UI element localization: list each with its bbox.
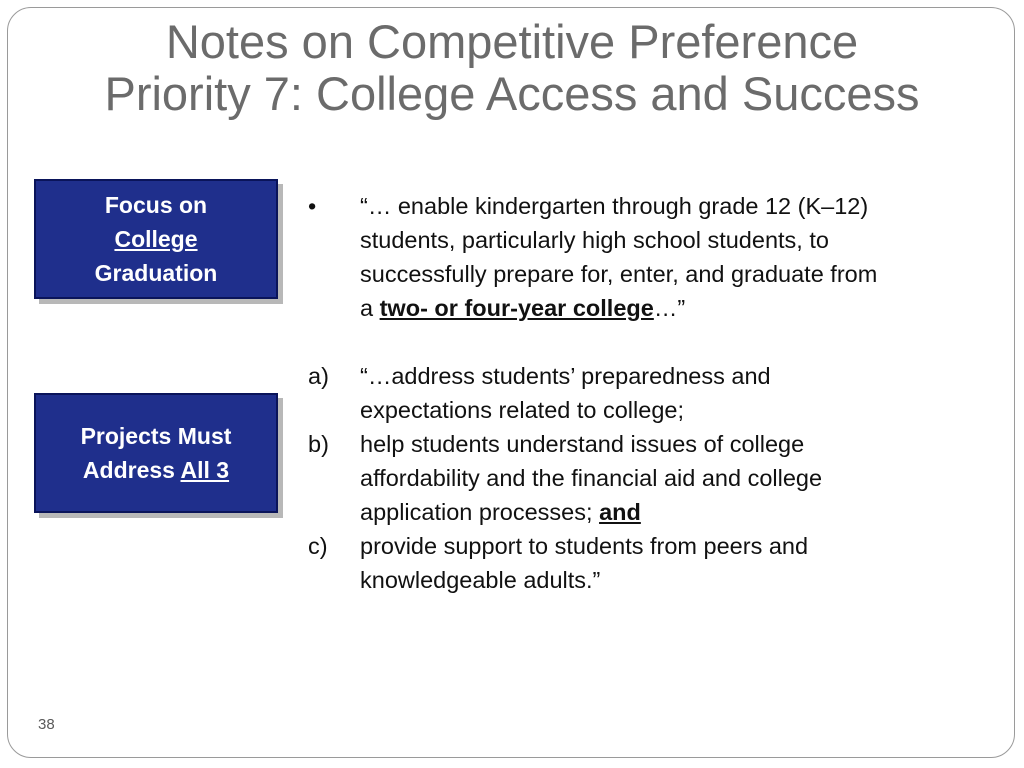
list-item-b bbox=[308, 427, 888, 529]
title-line-2: Priority 7: College Access and Success bbox=[104, 67, 920, 120]
projects-box bbox=[34, 393, 278, 513]
list-emphasis-b: and bbox=[599, 499, 641, 525]
focus-box-line-3: Graduation bbox=[94, 260, 218, 286]
bullet-text bbox=[360, 189, 888, 325]
bullet-text-before: “… enable kindergarten through grade 12 (K–12) students, particularly high school students, to successfully prepare for, enter, and graduate from a bbox=[360, 193, 878, 321]
projects-box-line-2-prefix: Address bbox=[82, 457, 181, 483]
list-item-a bbox=[308, 359, 888, 427]
focus-box bbox=[34, 179, 278, 299]
bullet-marker: • bbox=[308, 193, 317, 219]
focus-box-line-1: Focus on bbox=[104, 192, 208, 218]
slide-content bbox=[308, 189, 888, 597]
list-marker-c: c) bbox=[308, 533, 328, 559]
list-text-a: “…address students’ preparedness and expectations related to college; bbox=[360, 363, 771, 423]
bullet-item bbox=[308, 189, 888, 325]
list-text-c: provide support to students from peers and knowledgeable adults.” bbox=[360, 533, 809, 593]
list-marker-a: a) bbox=[308, 363, 329, 389]
slide-title bbox=[20, 16, 1004, 120]
bullet-text-after: …” bbox=[653, 295, 686, 321]
list-marker-b: b) bbox=[308, 431, 329, 457]
projects-box-line-2-underlined: All 3 bbox=[180, 457, 230, 483]
list-item-c bbox=[308, 529, 888, 597]
bullet-emphasis: two- or four-year college bbox=[379, 295, 654, 321]
slide-number: 38 bbox=[38, 716, 55, 733]
list-text-b: help students understand issues of college affordability and the financial aid and college application processes; bbox=[360, 431, 823, 525]
title-line-1: Notes on Competitive Preference bbox=[165, 15, 859, 68]
projects-box-line-1: Projects Must bbox=[80, 423, 232, 449]
list-text-b-wrapper bbox=[360, 427, 888, 529]
focus-box-line-2: College bbox=[114, 226, 198, 252]
